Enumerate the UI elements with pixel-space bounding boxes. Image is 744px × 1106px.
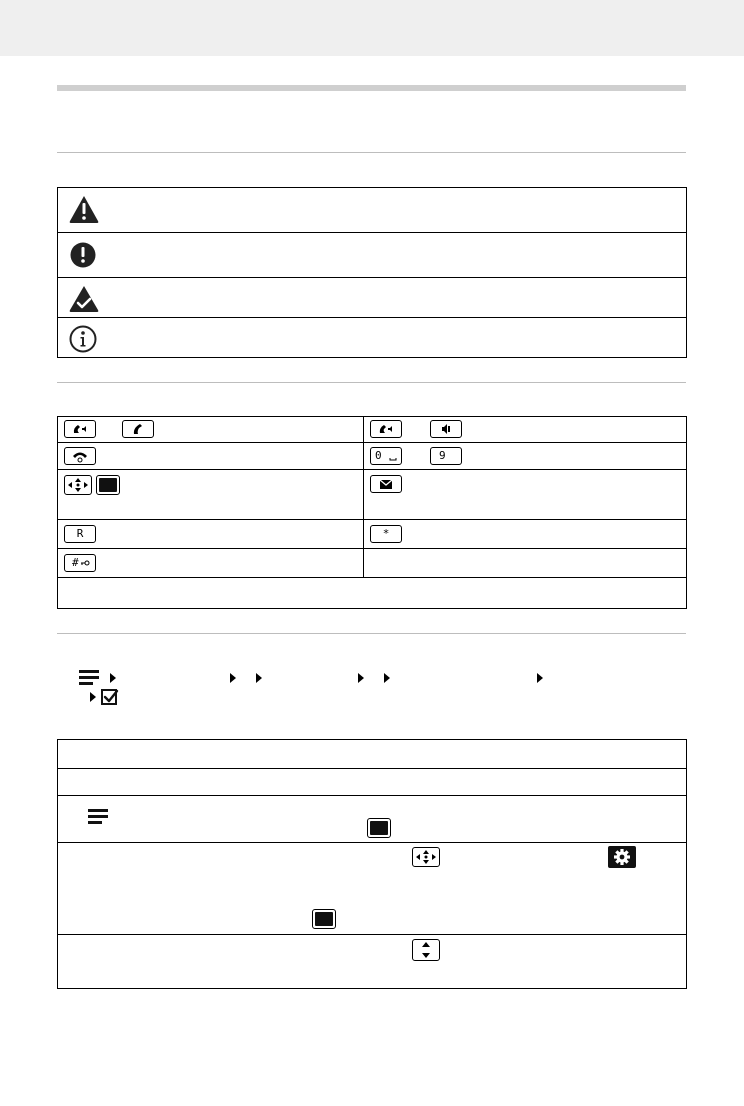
path-arrow-7 (90, 692, 96, 702)
check-triangle-icon (68, 284, 100, 313)
display-key-step4-icon (312, 909, 336, 929)
keys-row-6 (58, 578, 686, 609)
symbol-row-important (58, 233, 686, 278)
end-key-icon (64, 447, 96, 465)
step-row-5 (58, 935, 686, 989)
symbol-row-warning (58, 188, 686, 233)
keys-row-1 (58, 417, 686, 443)
nav-key-icon (64, 475, 92, 495)
nav-updown-key-icon (412, 939, 440, 961)
hash-key: # (64, 554, 96, 572)
path-arrow-6 (537, 673, 543, 683)
display-key-icon (96, 475, 120, 495)
path-arrow-3 (256, 673, 262, 683)
star-key: * (370, 525, 402, 543)
title-rule (57, 85, 686, 91)
speaker-key-icon (430, 420, 462, 438)
section-rule-1 (57, 152, 686, 153)
recall-key: R (64, 525, 96, 543)
section-rule-2 (57, 382, 686, 383)
talk-key-icon (64, 420, 96, 438)
path-arrow-5 (384, 673, 390, 683)
keys-row-3 (58, 470, 686, 520)
keys-table (57, 416, 687, 609)
step-row-3 (58, 796, 686, 843)
keys-row-2 (58, 443, 686, 470)
step-row-2 (58, 769, 686, 796)
talk-key-right-icon (370, 420, 402, 438)
header-band (0, 0, 744, 56)
path-arrow-1 (110, 673, 116, 683)
step-row-1 (58, 740, 686, 769)
path-arrow-2 (230, 673, 236, 683)
menu-icon-step (88, 809, 108, 825)
gear-icon (608, 846, 636, 868)
warning-triangle-icon (68, 194, 100, 224)
steps-table (57, 739, 687, 989)
step-row-4 (58, 843, 686, 935)
digit-9-key: 9 (430, 447, 462, 465)
path-arrow-4 (358, 673, 364, 683)
symbol-row-info (58, 318, 686, 358)
info-circle-icon (69, 325, 97, 353)
digit-0-key: 0 (370, 447, 402, 465)
exclamation-circle-icon (70, 242, 96, 268)
section-rule-3 (57, 633, 686, 634)
keys-row-5 (58, 549, 686, 578)
call-key-icon (122, 420, 154, 438)
message-key-icon (370, 475, 402, 493)
menu-icon (79, 670, 99, 686)
checkbox-checked-icon (101, 688, 119, 706)
symbol-row-check (58, 278, 686, 318)
display-key-step3-icon (367, 818, 391, 838)
nav-key-step4-icon (412, 847, 440, 867)
symbols-table (57, 187, 687, 358)
keys-row-4 (58, 520, 686, 549)
